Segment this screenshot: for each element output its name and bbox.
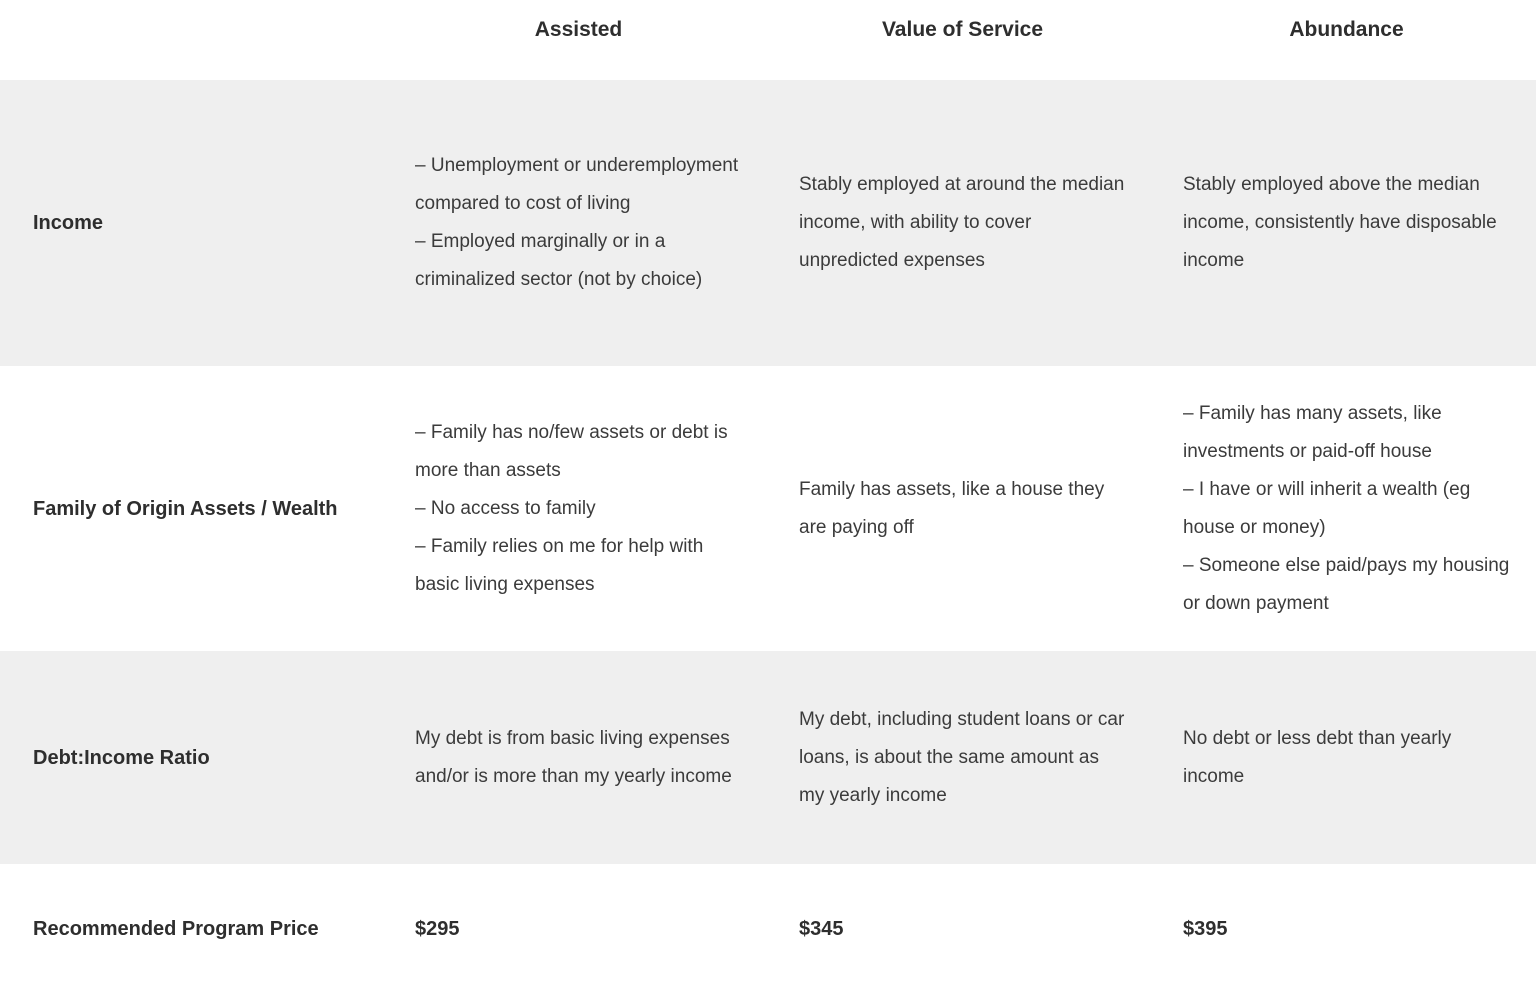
row-label-income	[0, 80, 384, 366]
table-header-row	[0, 0, 1536, 80]
bullet-item: – Someone else paid/pays my housing or down payment	[1183, 554, 1510, 614]
bullet-item: – Unemployment or underemployment compared to cost of living	[415, 155, 739, 214]
cell-income-value-of-service	[768, 80, 1152, 366]
table-row-debt-income-ratio	[0, 651, 1536, 864]
row-label-debt-income-ratio	[0, 651, 384, 864]
cell-price-value-of-service	[768, 864, 1152, 994]
row-label-family-assets	[0, 366, 384, 651]
cell-family-assisted	[384, 366, 768, 651]
row-label-text: Family of Origin Assets / Wealth	[33, 497, 338, 520]
header-assisted: Assisted	[534, 18, 623, 41]
price-value: $345	[799, 918, 844, 940]
price-value: $395	[1183, 918, 1228, 940]
price-value: $295	[415, 918, 460, 940]
cell-debt-abundance	[1152, 651, 1536, 864]
cell-income-assisted	[384, 80, 768, 366]
bullet-item: – No access to family	[415, 497, 596, 519]
row-label-text: Recommended Program Price	[33, 918, 319, 940]
cell-family-value-of-service	[768, 366, 1152, 651]
cell-text: Family has assets, like a house they are paying off	[799, 478, 1105, 538]
cell-text: Stably employed at around the median income, with ability to cover unpredicted expenses	[799, 174, 1125, 271]
bullet-item: – Family has no/few assets or debt is more than assets	[415, 421, 728, 481]
row-label-program-price	[0, 864, 384, 994]
table-row-program-price	[0, 864, 1536, 994]
header-abundance: Abundance	[1289, 18, 1404, 41]
bullet-item: – I have or will inherit a wealth (eg house or money)	[1183, 478, 1471, 538]
cell-price-assisted	[384, 864, 768, 994]
cell-debt-assisted	[384, 651, 768, 864]
row-label-text: Income	[33, 212, 104, 234]
cell-debt-value-of-service	[768, 651, 1152, 864]
table-row-income	[0, 80, 1536, 366]
cell-price-abundance	[1152, 864, 1536, 994]
cell-text: Stably employed above the median income, consistently have disposable income	[1183, 174, 1497, 271]
table-row-family-assets	[0, 366, 1536, 651]
header-blank	[0, 0, 384, 80]
bullet-item: – Family relies on me for help with basic living expenses	[415, 535, 704, 595]
cell-family-abundance	[1152, 366, 1536, 651]
cell-text: No debt or less debt than yearly income	[1183, 727, 1452, 787]
cell-income-abundance	[1152, 80, 1536, 366]
row-label-text: Debt:Income Ratio	[33, 746, 210, 769]
cell-text: My debt is from basic living expenses and/or is more than my yearly income	[415, 727, 732, 787]
bullet-item: – Employed marginally or in a criminalized sector (not by choice)	[415, 231, 703, 290]
cell-text: My debt, including student loans or car loans, is about the same amount as my yearly income	[799, 708, 1125, 806]
bullet-item: – Family has many assets, like investments or paid-off house	[1183, 402, 1442, 462]
header-value-of-service: Value of Service	[881, 18, 1044, 41]
